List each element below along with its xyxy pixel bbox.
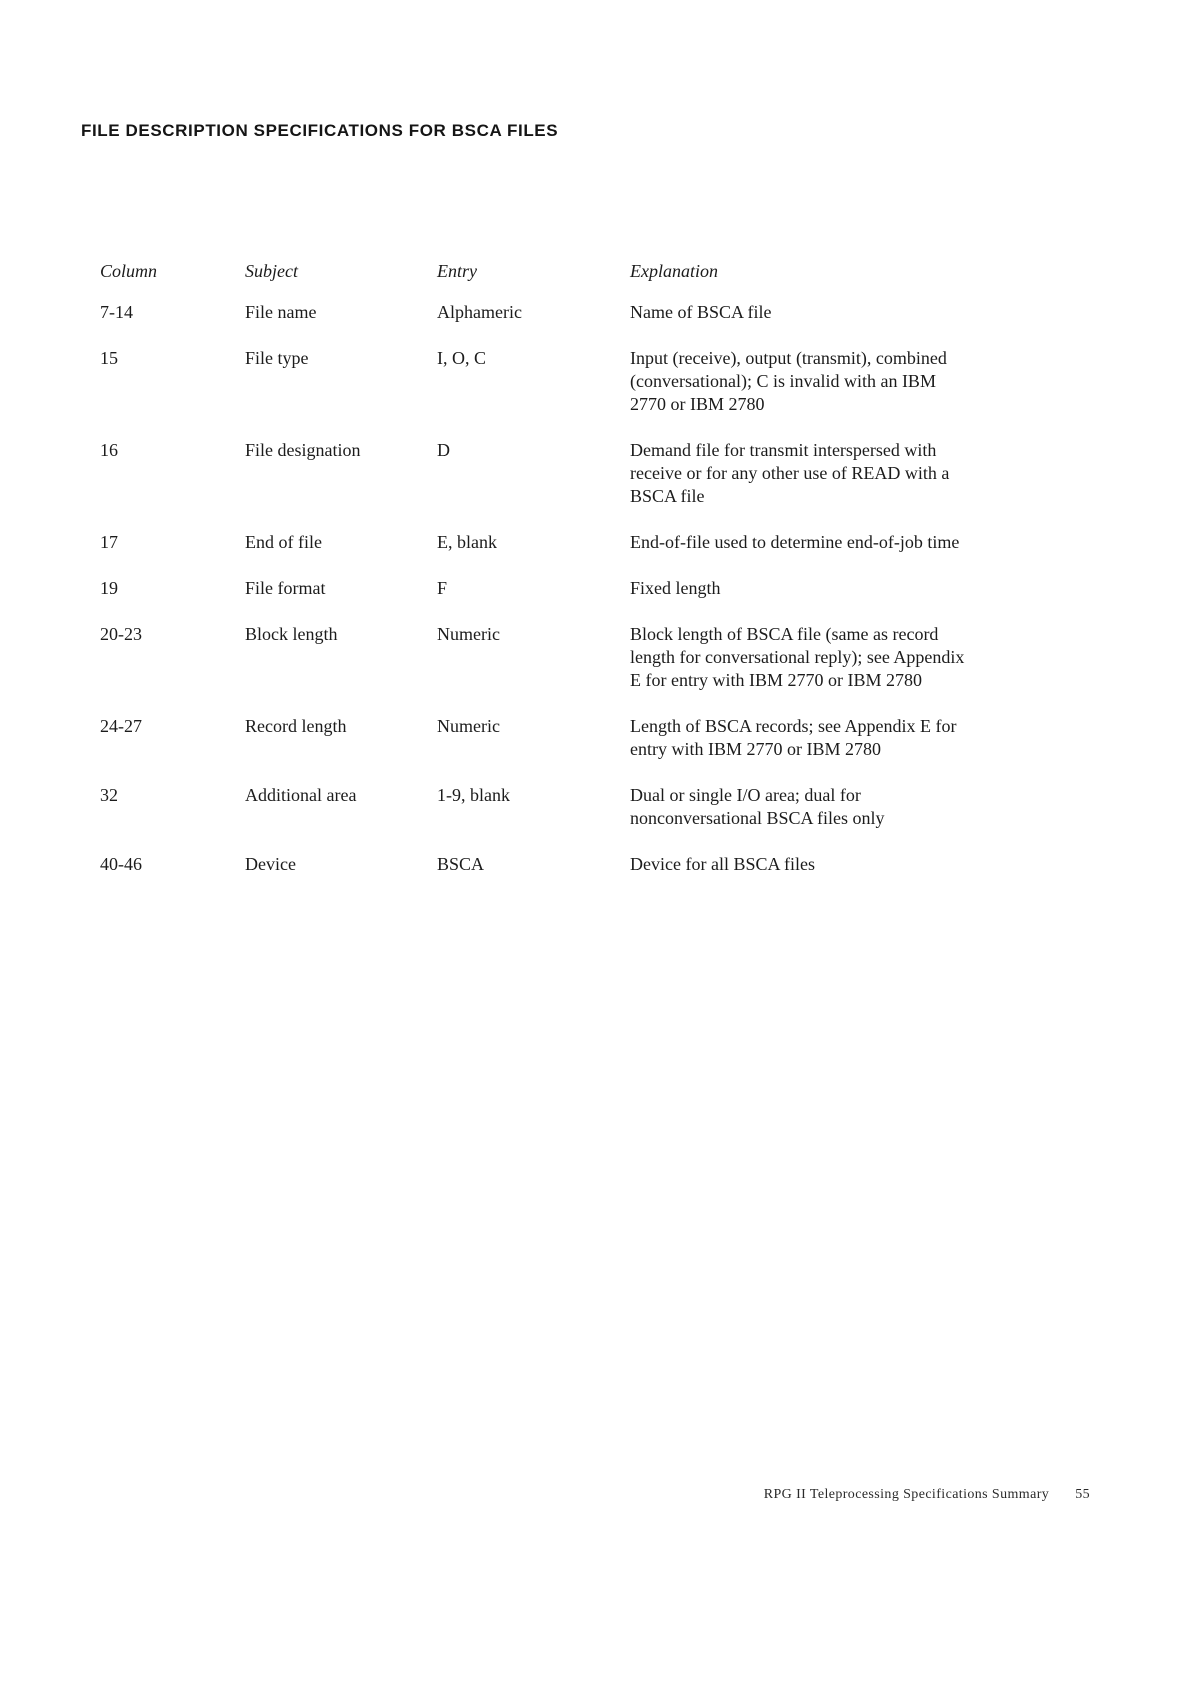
row-column: 15 [100, 348, 118, 368]
row-entry: Numeric [437, 624, 500, 644]
row-column: 32 [100, 785, 118, 805]
row-column: 40-46 [100, 854, 142, 874]
row-column: 24-27 [100, 716, 142, 736]
row-explanation: End-of-file used to determine end-of-job time [630, 532, 960, 552]
row-subject: Additional area [245, 785, 357, 805]
page-footer [700, 1487, 1090, 1503]
row-explanation: Demand file for transmit interspersed with receive or for any other use of READ with a BSCA file [630, 440, 950, 506]
table-row [100, 301, 1000, 324]
row-explanation: Dual or single I/O area; dual for nonconversational BSCA files only [630, 785, 885, 828]
table-row [100, 853, 1000, 876]
row-subject: Record length [245, 716, 347, 736]
header-explanation: Explanation [630, 261, 718, 281]
table-row [100, 347, 1000, 416]
table-row [100, 531, 1000, 554]
row-subject: Block length [245, 624, 338, 644]
row-column: 20-23 [100, 624, 142, 644]
row-column: 7-14 [100, 302, 133, 322]
row-entry: I, O, C [437, 348, 486, 368]
table-row [100, 784, 1000, 830]
specifications-table [100, 260, 1000, 899]
table-row [100, 439, 1000, 508]
row-entry: 1-9, blank [437, 785, 510, 805]
row-explanation: Length of BSCA records; see Appendix E for entry with IBM 2770 or IBM 2780 [630, 716, 957, 759]
row-column: 17 [100, 532, 118, 552]
row-explanation: Fixed length [630, 578, 721, 598]
row-entry: F [437, 578, 448, 598]
row-subject: Device [245, 854, 296, 874]
row-column: 19 [100, 578, 118, 598]
header-entry: Entry [437, 261, 477, 281]
running-title: RPG II Teleprocessing Specifications Summary [763, 1487, 1050, 1502]
row-explanation: Block length of BSCA file (same as record length for conversational reply); see Appendix E for entry with IBM 2770 or IBM 2780 [630, 624, 965, 690]
row-entry: Alphameric [437, 302, 522, 322]
header-subject: Subject [245, 261, 298, 281]
row-column: 16 [100, 440, 118, 460]
row-entry: E, blank [437, 532, 497, 552]
table-row [100, 577, 1000, 600]
row-explanation: Name of BSCA file [630, 302, 772, 322]
page-number: 55 [1075, 1487, 1090, 1502]
table-row [100, 715, 1000, 761]
row-subject: End of file [245, 532, 322, 552]
row-explanation: Device for all BSCA files [630, 854, 815, 874]
page-title: FILE DESCRIPTION SPECIFICATIONS FOR BSCA FILES [81, 121, 559, 140]
row-subject: File type [245, 348, 309, 368]
row-entry: Numeric [437, 716, 500, 736]
row-entry: D [437, 440, 450, 460]
row-subject: File designation [245, 440, 361, 460]
header-column: Column [100, 261, 158, 281]
table-row [100, 623, 1000, 692]
row-entry: BSCA [437, 854, 485, 874]
row-subject: File name [245, 302, 317, 322]
row-subject: File format [245, 578, 326, 598]
table-header-row [100, 260, 1000, 283]
row-explanation: Input (receive), output (transmit), combined (conversational); C is invalid with an IBM 2770 or IBM 2780 [630, 348, 947, 414]
